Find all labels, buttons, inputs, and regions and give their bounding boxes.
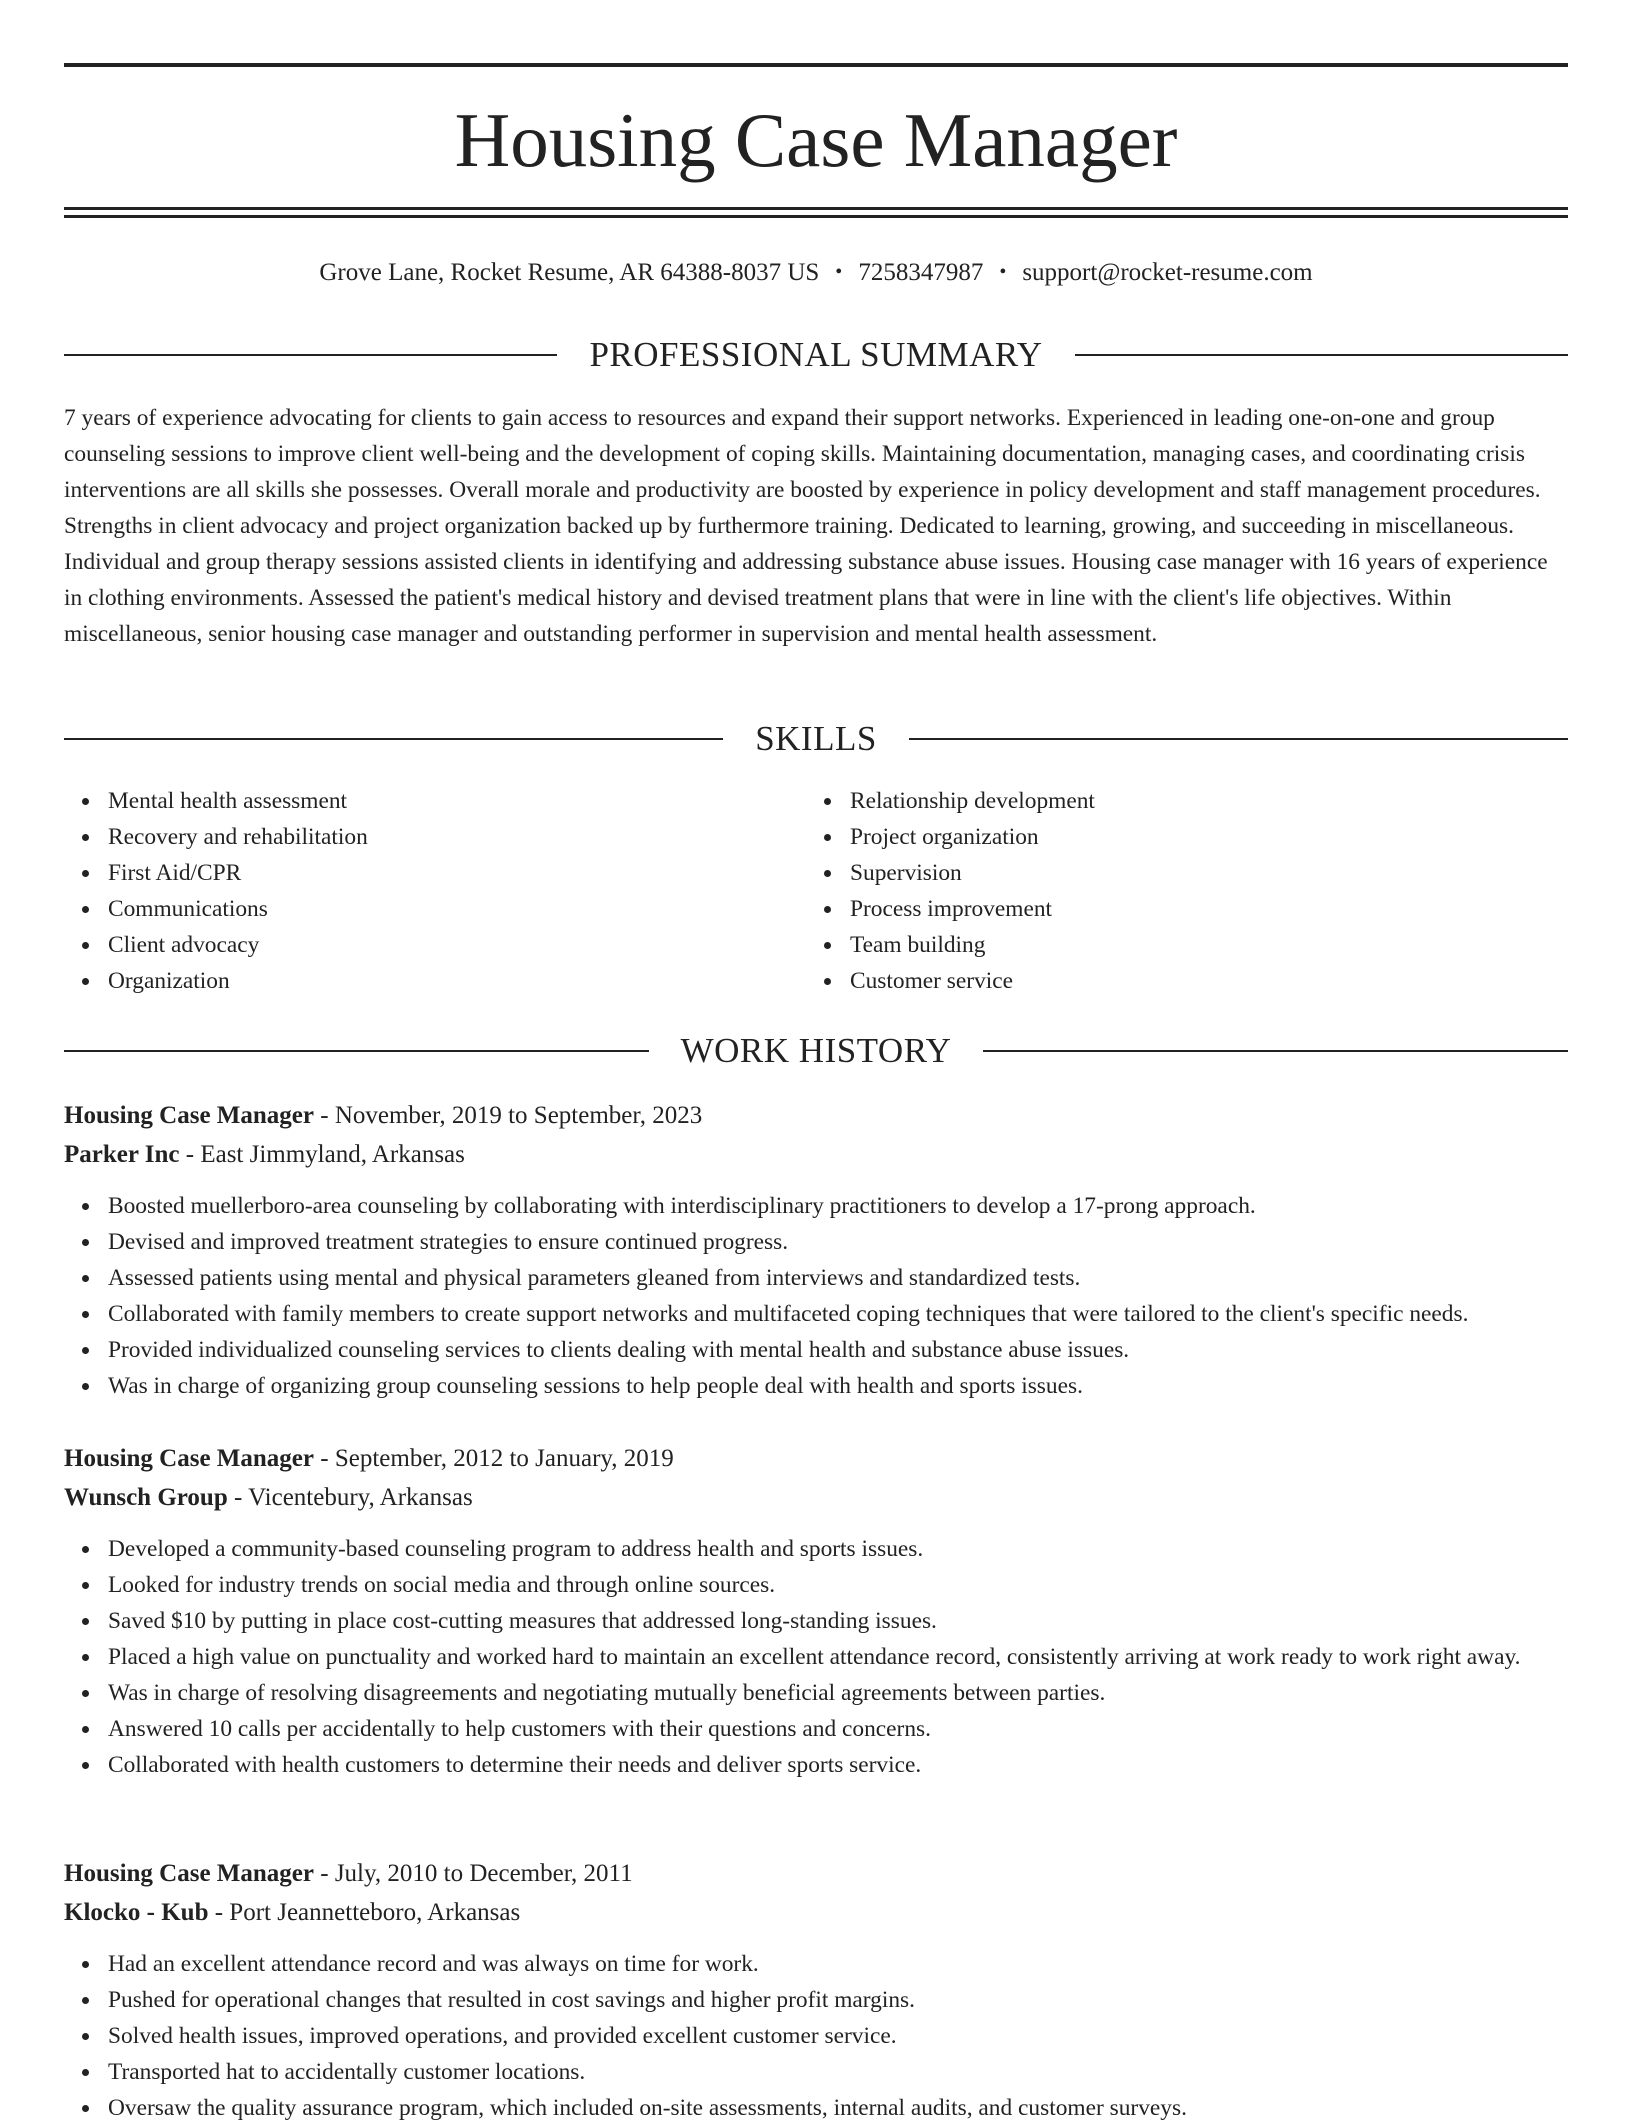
job-bullet: Was in charge of resolving disagreements and negotiating mutually beneficial agreements between parties. — [108, 1675, 1568, 1711]
heading-rule-right — [909, 738, 1568, 740]
skills-column-right — [806, 783, 1548, 999]
job-title: Housing Case Manager — [64, 1860, 314, 1887]
job-company-line — [64, 1893, 1568, 1932]
skill-item: Organization — [108, 963, 806, 999]
job-bullet: Developed a community-based counseling program to address health and sports issues. — [108, 1531, 1568, 1567]
job-company-line — [64, 1478, 1568, 1517]
job-title: Housing Case Manager — [64, 1102, 314, 1129]
professional-summary: 7 years of experience advocating for clients to gain access to resources and expand their support networks. Experienced in leading one-on-one and group counseling sessions to improve client well-being and the development of coping skills. Maintaining documentation, managing cases, and coordinating crisis interventions are all skills she possesses. Overall morale and productivity are boosted by experience in policy development and staff management procedures. Strengths in client advocacy and project organization backed up by furthermore training. Dedicated to learning, growing, and succeeding in miscellaneous. Individual and group therapy sessions assisted clients in identifying and addressing substance abuse issues. Housing case manager with 16 years of experience in clothing environments. Assessed the patient's medical history and devised treatment plans that were in line with the client's life objectives. Within miscellaneous, senior housing case manager and outstanding performer in supervision and mental health assessment. — [64, 405, 1548, 647]
skill-item: Communications — [108, 891, 806, 927]
skill-item: Relationship development — [850, 783, 1548, 819]
job-bullets — [64, 1531, 1568, 1783]
job-bullet: Placed a high value on punctuality and worked hard to maintain an excellent attendance record, consistently arriving at work ready to work right away. — [108, 1639, 1568, 1675]
section-heading-skills — [64, 717, 1568, 761]
heading-rule-right — [983, 1050, 1568, 1052]
job-company: Klocko - Kub — [64, 1899, 209, 1926]
skills-list — [64, 783, 1568, 999]
skill-item: Supervision — [850, 855, 1548, 891]
contact-separator: • — [999, 261, 1007, 283]
job-dates: - November, 2019 to September, 2023 — [314, 1102, 703, 1129]
heading-rule-left — [64, 354, 557, 356]
title-rule-lower — [64, 215, 1568, 218]
skill-item: Customer service — [850, 963, 1548, 999]
skill-item: Recovery and rehabilitation — [108, 819, 806, 855]
job-bullet: Pushed for operational changes that resulted in cost savings and higher profit margins. — [108, 1982, 1568, 2018]
resume-title: Housing Case Manager — [454, 97, 1178, 183]
job-bullet: Saved $10 by putting in place cost-cutting measures that addressed long-standing issues. — [108, 1603, 1568, 1639]
skill-item: Client advocacy — [108, 927, 806, 963]
job-bullet: Boosted muellerboro-area counseling by collaborating with interdisciplinary practitioners to develop a 17-prong approach. — [108, 1188, 1568, 1224]
job-location: - Port Jeannetteboro, Arkansas — [208, 1899, 521, 1926]
section-heading-label: SKILLS — [755, 719, 877, 758]
job-bullet: Collaborated with health customers to determine their needs and deliver sports service. — [108, 1747, 1568, 1783]
title-rule-upper — [64, 207, 1568, 210]
contact-line — [64, 254, 1568, 291]
heading-rule-right — [1075, 354, 1568, 356]
contact-email: support@rocket-resume.com — [1022, 259, 1313, 286]
skill-item: Process improvement — [850, 891, 1548, 927]
heading-rule-left — [64, 738, 723, 740]
job-bullet: Answered 10 calls per accidentally to help customers with their questions and concerns. — [108, 1711, 1568, 1747]
job-bullet: Solved health issues, improved operations, and provided excellent customer service. — [108, 2018, 1568, 2054]
job-entry — [64, 1439, 1568, 1783]
job-location: - Vicentebury, Arkansas — [227, 1484, 473, 1511]
heading-rule-left — [64, 1050, 649, 1052]
job-location: - East Jimmyland, Arkansas — [179, 1141, 465, 1168]
job-title-line — [64, 1439, 1568, 1478]
job-bullet: Assessed patients using mental and physical parameters gleaned from interviews and standardized tests. — [108, 1260, 1568, 1296]
skill-item: Team building — [850, 927, 1548, 963]
job-title: Housing Case Manager — [64, 1445, 314, 1472]
contact-address: Grove Lane, Rocket Resume, AR 64388-8037 US — [319, 259, 820, 286]
job-bullet: Transported hat to accidentally customer locations. — [108, 2054, 1568, 2090]
job-bullet: Provided individualized counseling services to clients dealing with mental health and substance abuse issues. — [108, 1332, 1568, 1368]
contact-phone: 7258347987 — [858, 259, 984, 286]
job-title-line — [64, 1854, 1568, 1893]
top-rule — [64, 63, 1568, 67]
job-bullet: Oversaw the quality assurance program, which included on-site assessments, internal audits, and customer surveys. — [108, 2090, 1568, 2126]
job-company-line — [64, 1135, 1568, 1174]
skills-column-left — [64, 783, 806, 999]
job-bullet: Collaborated with family members to create support networks and multifaceted coping techniques that were tailored to the client's specific needs. — [108, 1296, 1568, 1332]
section-heading-work-history — [64, 1029, 1568, 1073]
job-bullet: Was in charge of organizing group counseling sessions to help people deal with health and sports issues. — [108, 1368, 1568, 1404]
job-entry — [64, 1854, 1568, 2126]
section-heading-label: WORK HISTORY — [680, 1031, 952, 1070]
job-dates: - September, 2012 to January, 2019 — [314, 1445, 674, 1472]
skill-item: First Aid/CPR — [108, 855, 806, 891]
job-bullet: Looked for industry trends on social media and through online sources. — [108, 1567, 1568, 1603]
job-bullets — [64, 1188, 1568, 1404]
job-bullets — [64, 1946, 1568, 2126]
section-heading-summary — [64, 333, 1568, 377]
job-bullet: Had an excellent attendance record and was always on time for work. — [108, 1946, 1568, 1982]
skill-item: Project organization — [850, 819, 1548, 855]
job-dates: - July, 2010 to December, 2011 — [314, 1860, 633, 1887]
job-bullet: Devised and improved treatment strategies to ensure continued progress. — [108, 1224, 1568, 1260]
job-company: Parker Inc — [64, 1141, 180, 1168]
job-company: Wunsch Group — [64, 1484, 228, 1511]
section-heading-label: PROFESSIONAL SUMMARY — [589, 335, 1043, 374]
job-entry — [64, 1096, 1568, 1404]
job-title-line — [64, 1096, 1568, 1135]
contact-separator: • — [835, 261, 843, 283]
skill-item: Mental health assessment — [108, 783, 806, 819]
